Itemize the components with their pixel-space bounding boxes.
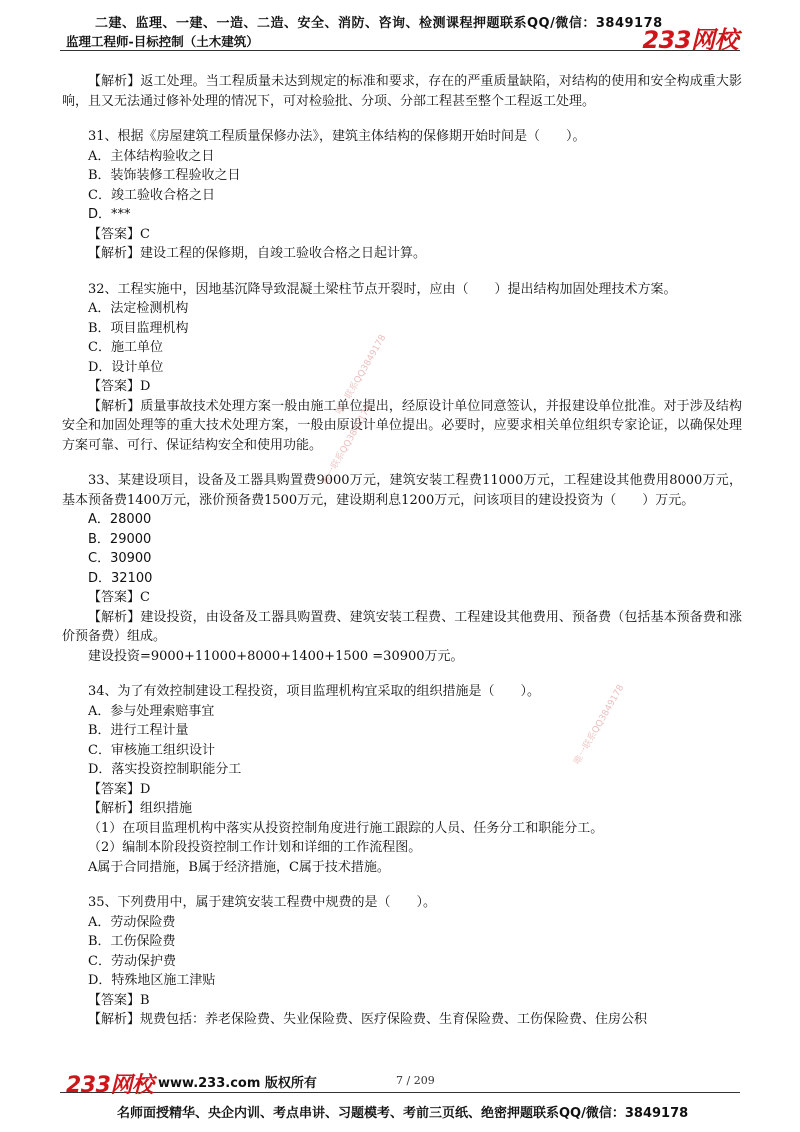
option-b: B．进行工程计量 bbox=[88, 723, 189, 738]
analysis: 【解析】建设工程的保修期，自竣工验收合格之日起计算。 bbox=[88, 246, 427, 261]
option-d: D．设计单位 bbox=[88, 359, 164, 375]
answer: 【答案】B bbox=[88, 992, 150, 1008]
option-b: B．29000 bbox=[88, 531, 152, 547]
analysis-formula: 建设投资=9000+11000+8000+1400+1500 =30900万元。 bbox=[88, 648, 464, 664]
option-a: A．劳动保险费 bbox=[88, 914, 176, 930]
question-32 bbox=[62, 280, 742, 456]
option-c: C．施工单位 bbox=[88, 340, 163, 355]
analysis-point-2: （2）编制本阶段投资控制工作计划和详细的工作流程图。 bbox=[88, 840, 422, 855]
analysis: 【解析】规费包括：养老保险费、失业保险费、医疗保险费、生育保险费、工伤保险费、住房公积 bbox=[88, 1012, 648, 1027]
option-c: C．竣工验收合格之日 bbox=[88, 187, 215, 203]
question-stem: 35、下列费用中，属于建筑安装工程费中规费的是（ ）。 bbox=[88, 895, 437, 910]
question-stem: 31、根据《房屋建筑工程质量保修办法》，建筑主体结构的保修期开始时间是（ ）。 bbox=[88, 129, 586, 144]
option-a: A．主体结构验收之日 bbox=[88, 148, 215, 164]
watermark-text: 唯一联系QQ3849178 bbox=[320, 403, 375, 487]
question-stem: 34、为了有效控制建设工程投资，项目监理机构宜采取的组织措施是（ ）。 bbox=[88, 684, 541, 699]
header-divider bbox=[60, 50, 740, 51]
question-34 bbox=[62, 682, 742, 877]
analysis: 【解析】建设投资，由设备及工器具购置费、建筑安装工程费、工程建设其他费用、预备费（包括基本预备费和涨价预备费）组成。 bbox=[62, 609, 742, 644]
answer: 【答案】D bbox=[88, 379, 151, 394]
analysis: 【解析】组织措施 bbox=[88, 801, 193, 816]
option-d: D．32100 bbox=[88, 570, 153, 586]
page-number: 7 / 209 bbox=[396, 1074, 435, 1087]
header-subject-title: 监理工程师-目标控制（土木建筑） bbox=[66, 34, 259, 49]
question-35 bbox=[62, 893, 742, 1030]
option-c: C．30900 bbox=[88, 551, 152, 566]
option-b: B．项目监理机构 bbox=[88, 320, 189, 336]
document-body bbox=[62, 72, 742, 1030]
watermark-text: 唯一联系QQ3849178 bbox=[572, 683, 627, 767]
option-d: D．特殊地区施工津贴 bbox=[88, 973, 216, 988]
answer: 【答案】C bbox=[88, 590, 150, 605]
footer-site: www.233.com 版权所有 bbox=[158, 1076, 317, 1091]
analysis-point-1: （1）在项目监理机构中落实从投资控制角度进行施工跟踪的人员、任务分工和职能分工。 bbox=[88, 820, 604, 836]
option-b: B．工伤保险费 bbox=[88, 934, 176, 949]
option-b: B．装饰装修工程验收之日 bbox=[88, 168, 241, 183]
question-stem: 32、工程实施中，因地基沉降导致混凝土梁柱节点开裂时，应由（ ）提出结构加固处理技术方案。 bbox=[88, 281, 677, 297]
option-a: A．28000 bbox=[88, 512, 152, 527]
answer: 【答案】C bbox=[88, 226, 150, 242]
analysis-summary: A属于合同措施，B属于经济措施，C属于技术措施。 bbox=[88, 859, 390, 875]
question-stem: 33、某建设项目，设备及工器具购置费9000万元，建筑安装工程费11000万元，工程建设其他费用8000万元，基本预备费1400万元，涨价预备费1500万元，建设期利息1200万元，问该项目的建设投资为（ ）万元。 bbox=[62, 473, 742, 508]
option-d: D．*** bbox=[88, 207, 131, 222]
watermark-text: 唯一联系QQ3849178 bbox=[334, 333, 389, 417]
option-a: A．法定检测机构 bbox=[88, 301, 189, 316]
footer-divider bbox=[60, 1092, 740, 1093]
option-c: C．审核施工组织设计 bbox=[88, 742, 215, 758]
option-a: A．参与处理索赔事宜 bbox=[88, 703, 215, 719]
question-31 bbox=[62, 127, 742, 264]
analysis: 【解析】质量事故技术处理方案一般由施工单位提出，经原设计单位同意签认，并报建设单位批准。对于涉及结构安全和加固处理等的重大技术处理方案，一般由原设计单位提出。必要时，应要求相关单位组织专家论证，以确保处理方案可靠、可行、保证结构安全和使用功能。 bbox=[62, 398, 742, 453]
option-d: D．落实投资控制职能分工 bbox=[88, 762, 242, 777]
analysis-line: 【解析】返工处理。当工程质量未达到规定的标准和要求，存在的严重质量缺陷，对结构的使用和安全构成重大影响，且又无法通过修补处理的情况下，可对检验批、分项、分部工程甚至整个工程返工处理。 bbox=[62, 74, 742, 109]
brand-logo: 233网校 bbox=[642, 26, 738, 54]
option-c: C．劳动保护费 bbox=[88, 953, 176, 969]
answer: 【答案】D bbox=[88, 781, 151, 797]
intro-analysis bbox=[62, 72, 742, 111]
question-33 bbox=[62, 471, 742, 666]
header-promo-text: 二建、监理、一建、一造、二造、安全、消防、咨询、检测课程押题联系QQ/微信：3849178 bbox=[95, 16, 663, 31]
footer-logo: 233网校 bbox=[66, 1073, 154, 1098]
footer-promo-text: 名师面授精华、央企内训、考点串讲、习题模考、考前三页纸、绝密押题联系QQ/微信：3849178 bbox=[117, 1106, 689, 1121]
page-header bbox=[0, 0, 800, 52]
